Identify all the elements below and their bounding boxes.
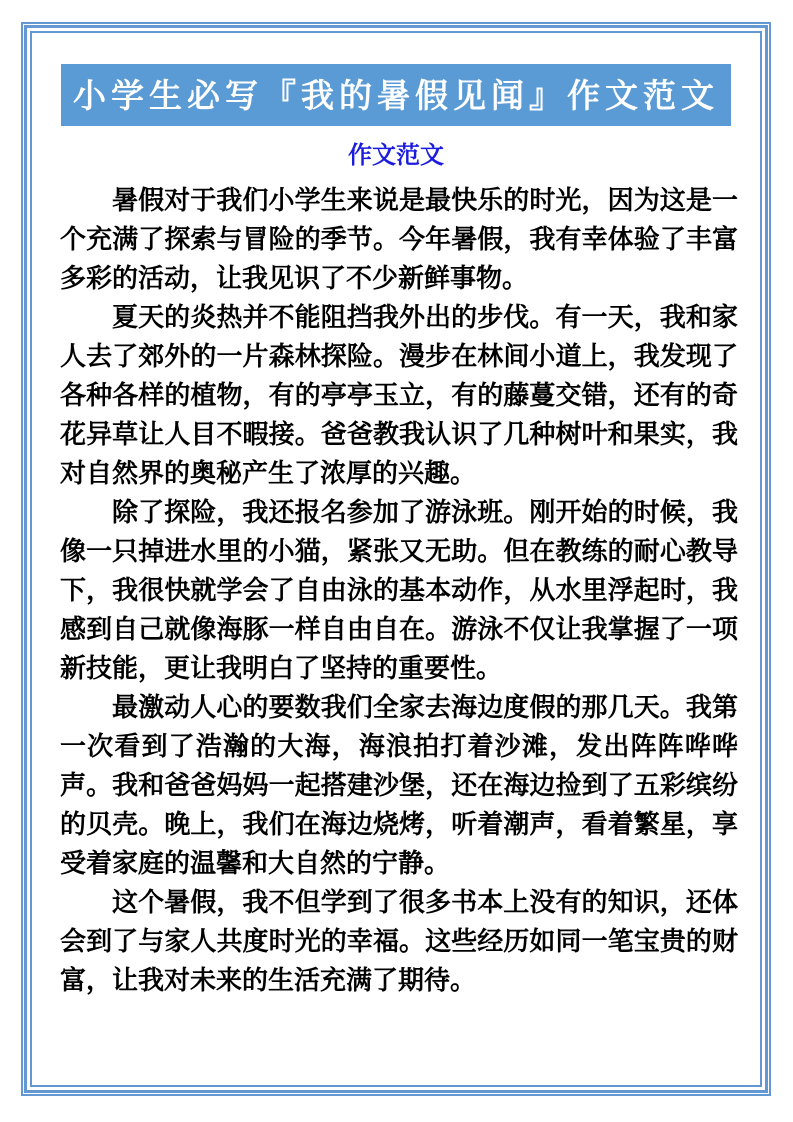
essay-paragraph: 这个暑假，我不但学到了很多书本上没有的知识，还体会到了与家人共度时光的幸福。这些经历如同一笔宝贵的财富，让我对未来的生活充满了期待。	[60, 887, 738, 995]
essay-paragraph: 暑假对于我们小学生来说是最快乐的时光，因为这是一个充满了探索与冒险的季节。今年暑假，我有幸体验了丰富多彩的活动，让我见识了不少新鲜事物。	[60, 185, 738, 293]
essay-banner-title: 小学生必写『我的暑假见闻』作文范文	[73, 76, 719, 114]
page-border-inner	[30, 31, 762, 1087]
title-banner	[61, 64, 731, 126]
essay-paragraph: 最激动人心的要数我们全家去海边度假的那几天。我第一次看到了浩瀚的大海，海浪拍打着沙滩，发出阵阵哗哗声。我和爸爸妈妈一起搭建沙堡，还在海边捡到了五彩缤纷的贝壳。晚上，我们在海边烧烤，听着潮声，看着繁星，享受着家庭的温馨和大自然的宁静。	[60, 692, 738, 878]
page-border-outer	[21, 22, 771, 1096]
page-border-middle	[24, 25, 768, 1093]
page-content	[32, 33, 760, 1085]
essay-body	[32, 181, 760, 1000]
essay-paragraph: 除了探险，我还报名参加了游泳班。刚开始的时候，我像一只掉进水里的小猫，紧张又无助。但在教练的耐心教导下，我很快就学会了自由泳的基本动作，从水里浮起时，我感到自己就像海豚一样自由自在。游泳不仅让我掌握了一项新技能，更让我明白了坚持的重要性。	[60, 497, 738, 683]
essay-paragraph: 夏天的炎热并不能阻挡我外出的步伐。有一天，我和家人去了郊外的一片森林探险。漫步在林间小道上，我发现了各种各样的植物，有的亭亭玉立，有的藤蔓交错，还有的奇花异草让人目不暇接。爸爸教我认识了几种树叶和果实，我对自然界的奥秘产生了浓厚的兴趣。	[60, 302, 738, 488]
essay-subtitle: 作文范文	[348, 142, 444, 169]
